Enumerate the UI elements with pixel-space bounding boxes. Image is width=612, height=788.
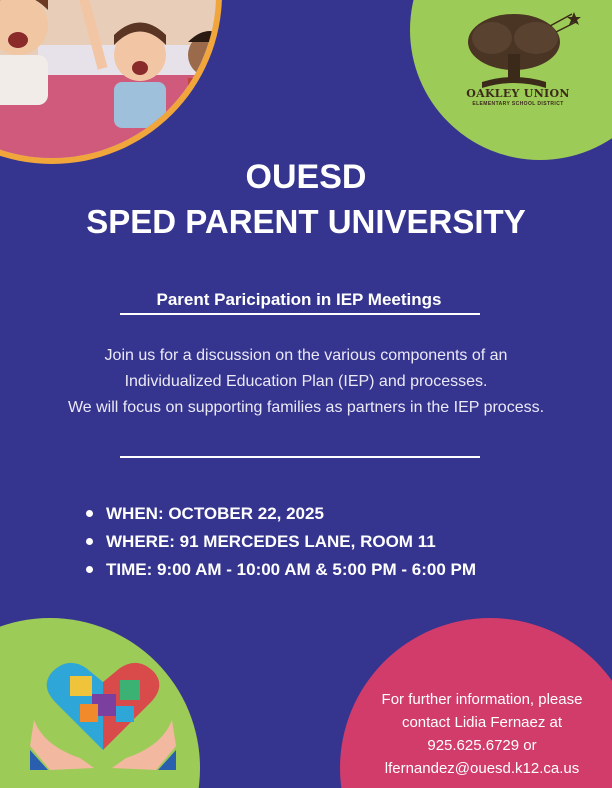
page-title-line1: OUESD bbox=[245, 158, 367, 196]
event-where bbox=[84, 528, 476, 556]
bullet-icon bbox=[86, 538, 93, 545]
contact-info bbox=[352, 688, 612, 780]
event-subtitle: Parent Paricipation in IEP Meetings bbox=[156, 290, 442, 309]
logo-name: OAKLEY UNION bbox=[466, 87, 570, 100]
contact-line: contact Lidia Fernaez at bbox=[401, 714, 563, 731]
children-cheering-photo bbox=[0, 0, 216, 158]
description-line: Individualized Education Plan (IEP) and processes. bbox=[124, 373, 488, 390]
description-line: Join us for a discussion on the various components of an bbox=[104, 347, 508, 364]
bullet-icon bbox=[86, 566, 93, 573]
event-details-list bbox=[84, 500, 476, 584]
event-time-text: TIME: 9:00 AM - 10:00 AM & 5:00 PM - 6:00 PM bbox=[106, 560, 476, 579]
event-when-text: WHEN: OCTOBER 22, 2025 bbox=[106, 504, 324, 523]
subtitle-underline bbox=[120, 313, 480, 315]
event-when bbox=[84, 500, 476, 528]
contact-line: For further information, please bbox=[381, 691, 583, 708]
event-time bbox=[84, 556, 476, 584]
contact-email: lfernandez@ouesd.k12.ca.us bbox=[384, 760, 580, 777]
event-where-text: WHERE: 91 MERCEDES LANE, ROOM 11 bbox=[106, 532, 436, 551]
puzzle-heart-hands-icon bbox=[30, 650, 176, 770]
page-title-line2: SPED PARENT UNIVERSITY bbox=[86, 203, 526, 240]
contact-phone: 925.625.6729 or bbox=[427, 737, 537, 754]
logo-subtitle: ELEMENTARY SCHOOL DISTRICT bbox=[472, 101, 564, 107]
children-illustration bbox=[0, 0, 216, 158]
description-line: We will focus on supporting families as partners in the IEP process. bbox=[67, 399, 545, 416]
event-description bbox=[30, 343, 582, 421]
bullet-icon bbox=[86, 510, 93, 517]
section-divider bbox=[120, 456, 480, 458]
